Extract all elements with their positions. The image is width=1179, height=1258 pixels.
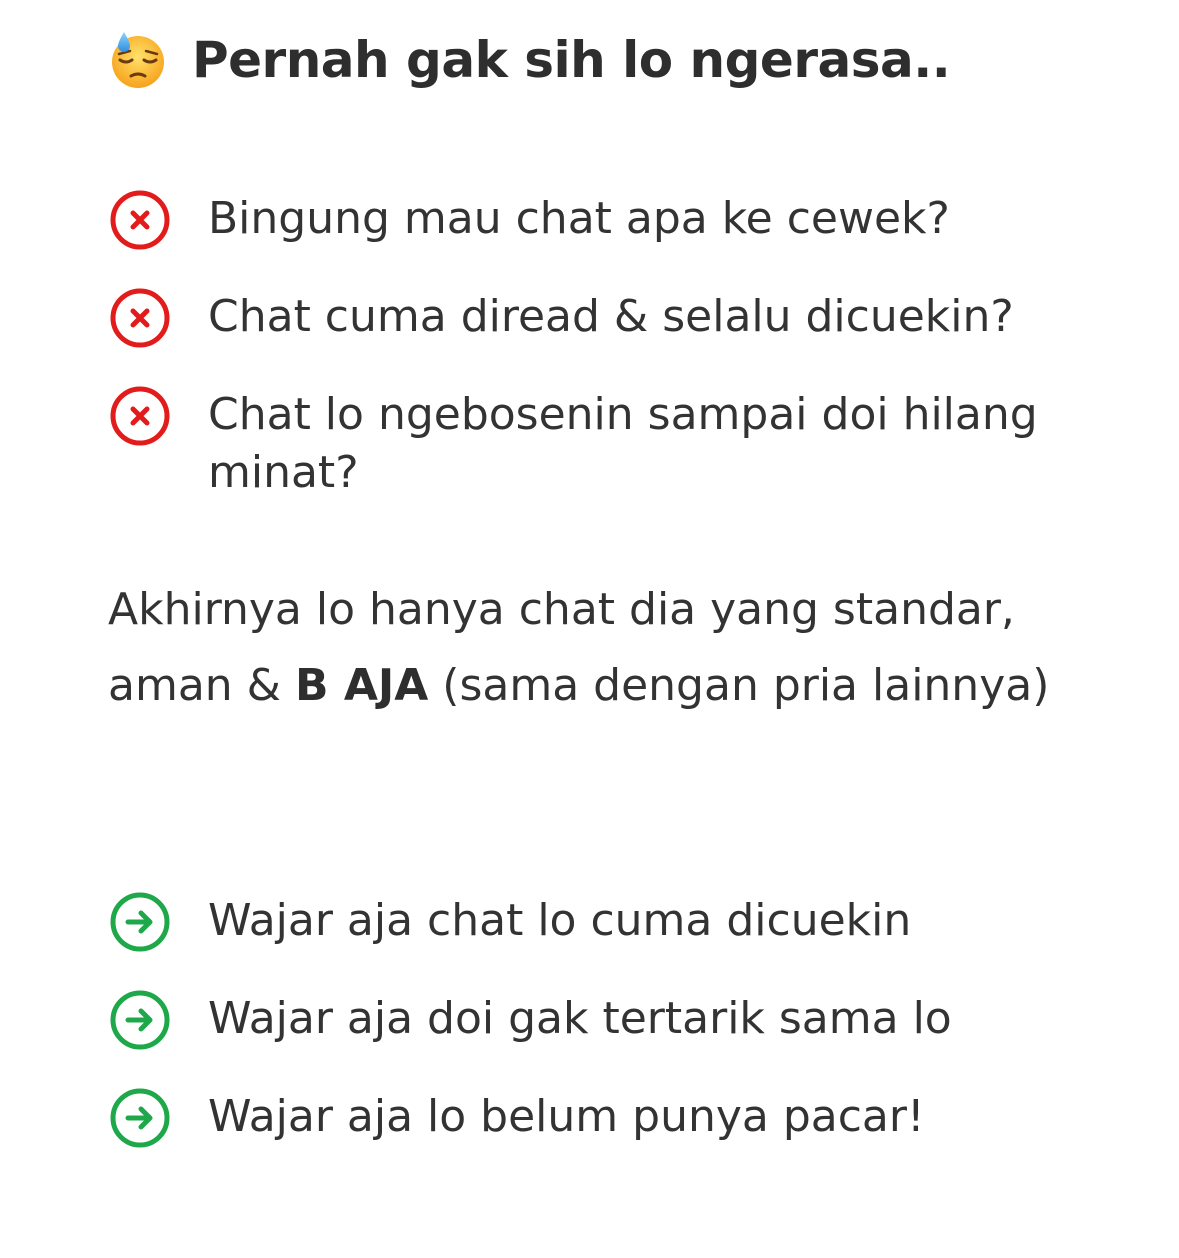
downcast-face-with-sweat-icon — [108, 30, 168, 90]
result-item-text: Wajar aja chat lo cuma dicuekin — [208, 895, 912, 946]
result-item — [108, 892, 1088, 954]
arrow-right-circle-icon — [108, 988, 172, 1052]
summary-text-after: (sama dengan pria lainnya) — [428, 660, 1050, 711]
problem-item-text: Chat cuma diread & selalu dicuekin? — [208, 291, 1014, 342]
arrow-right-circle-icon — [108, 1086, 172, 1150]
problem-item — [108, 386, 1088, 502]
problem-list — [108, 190, 1088, 538]
problem-item-text: Bingung mau chat apa ke cewek? — [208, 193, 950, 244]
result-item — [108, 990, 1088, 1052]
problem-item-text: Chat lo ngebosenin sampai doi hilang minat? — [208, 389, 1038, 498]
summary-text-before: Akhirnya lo hanya chat dia yang standar, aman & — [108, 584, 1015, 711]
result-item-text: Wajar aja lo belum punya pacar! — [208, 1091, 925, 1142]
problem-item — [108, 288, 1088, 350]
x-circle-icon — [108, 384, 172, 448]
summary-emphasis: B AJA — [294, 660, 429, 711]
section-heading — [108, 30, 950, 90]
result-item-text: Wajar aja doi gak tertarik sama lo — [208, 993, 952, 1044]
x-circle-icon — [108, 188, 172, 252]
problem-item — [108, 190, 1088, 252]
arrow-right-circle-icon — [108, 890, 172, 954]
x-circle-icon — [108, 286, 172, 350]
result-item — [108, 1088, 1088, 1150]
result-list — [108, 892, 1088, 1186]
heading-title: Pernah gak sih lo ngerasa.. — [192, 31, 951, 89]
summary-paragraph — [108, 572, 1068, 724]
